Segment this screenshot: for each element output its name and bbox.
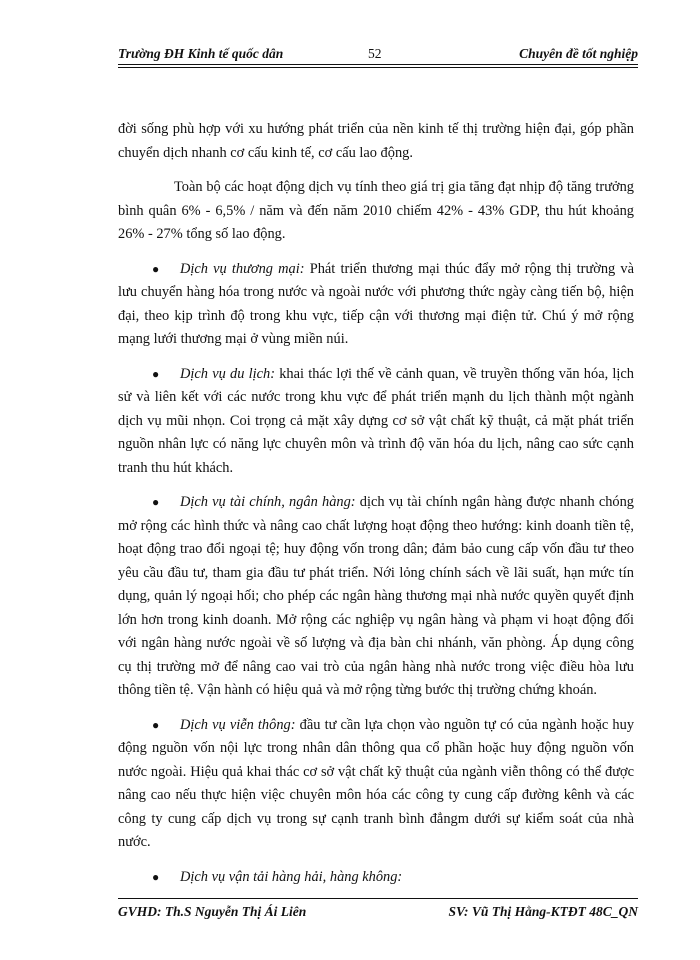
bullet-icon: ● [152, 366, 160, 381]
bullet-icon: ● [152, 869, 160, 884]
bullet-paragraph-finance [118, 491, 634, 703]
bullet-term: Dịch vụ viễn thông: [180, 716, 296, 733]
footer-student: SV: Vũ Thị Hằng-KTĐT 48C_QN [448, 904, 638, 919]
header-rule [118, 64, 638, 68]
bullet-icon: ● [152, 495, 160, 509]
paragraph: Toàn bộ các hoạt động dịch vụ tính theo giá trị gia tăng đạt nhịp độ tăng trưởng bình quân 6% - 6,5% / năm và đến năm 2010 chiếm 42% - 43% GDP, thu hút khoảng 26% - 27% tổng số lao động. [118, 179, 634, 242]
header-document-type: Chuyên đề tốt nghiệp [519, 46, 638, 61]
bullet-text: dịch vụ tài chính ngân hàng được nhanh chóng mở rộng các hình thức và nâng cao chất lượng hoạt động theo hướng: kinh doanh tiền tệ, hoạt động trao đổi ngoại tệ; huy động vốn trong dân; đảm bảo cung cấp vốn đầu tư theo yêu cầu đầu tư, tham gia đầu tư phát triển. Nới lỏng chính sách về lãi suất, hạn mức tín dụng, quản lý ngoại hối; cho phép các ngân hàng thương mại nhà nước quyền quyết định lớn hơn trong kinh doanh. Mở rộng các nghiệp vụ ngân hàng và phạm vi hoạt động đối với ngân hàng nước ngoài về số lượng và địa bàn chi nhánh, văn phòng. Áp dụng công cụ thị trường mở để nâng cao vai trò của ngân hàng nhà nước trong việc điều hòa lưu thông tiền tệ. Vận hành có hiệu quả và mở rộng từng bước thị trường chứng khoán. [118, 494, 634, 698]
footer-supervisor: GVHD: Th.S Nguyễn Thị Ái Liên [118, 904, 307, 919]
bullet-paragraph-transport [118, 866, 634, 890]
bullet-paragraph-commerce [118, 258, 634, 352]
bullet-text: khai thác lợi thế về cảnh quan, về truyền thống văn hóa, lịch sử và liên kết với các nước trong khu vực để phát triển mạnh du lịch thành một ngành dịch vụ mũi nhọn. Coi trọng cả mặt xây dựng cơ sở vật chất kỹ thuật, cả mặt phát triển nguồn nhân lực có năng lực chuyên môn và trình độ văn hóa du lịch, nâng cao sức cạnh tranh thu hút khách. [118, 365, 634, 476]
bullet-term: Dịch vụ tài chính, ngân hàng: [180, 494, 356, 510]
bullet-text: Phát triển thương mại thúc đẩy mở rộng thị trường và lưu chuyển hàng hóa trong nước và ngoài nước với phương thức ngày càng tiến bộ, hiện đại, theo kịp trình độ trong khu vực, tiếp cận với thương mại điện tử. Chú ý mở rộng mạng lưới thương mại ở vùng miền núi. [118, 260, 634, 347]
bullet-term: Dịch vụ du lịch: [180, 365, 275, 382]
header-university: Trường ĐH Kinh tế quốc dân [118, 46, 284, 61]
bullet-icon: ● [152, 717, 160, 732]
bullet-paragraph-tourism [118, 363, 634, 481]
page-footer [118, 904, 638, 922]
bullet-paragraph-telecom [118, 714, 634, 855]
bullet-term: Dịch vụ thương mại: [180, 260, 305, 277]
bullet-icon: ● [152, 261, 160, 276]
page-header [118, 46, 638, 64]
paragraph: đời sống phù hợp với xu hướng phát triển của nền kinh tế thị trường hiện đại, góp phần chuyển dịch nhanh cơ cấu kinh tế, cơ cấu lao động. [118, 121, 634, 161]
bullet-text: đầu tư cần lựa chọn vào nguồn tự có của ngành hoặc huy động nguồn vốn nội lực trong nhân dân thông qua cổ phần hoặc huy động nguồn vốn nước ngoài. Hiệu quả khai thác cơ sở vật chất kỹ thuật của ngành viễn thông có thể được nâng cao nếu thực hiện việc chuyên môn hóa các công ty cung cấp đường kênh và các công ty cung cấp dịch vụ trong sự cạnh tranh bình đẳngm dưới sự kiểm soát của nhà nước. [118, 716, 635, 850]
page-body [118, 118, 634, 889]
footer-rule [118, 898, 638, 899]
page-number: 52 [368, 46, 382, 61]
bullet-term: Dịch vụ vận tải hàng hải, hàng không: [180, 868, 403, 885]
